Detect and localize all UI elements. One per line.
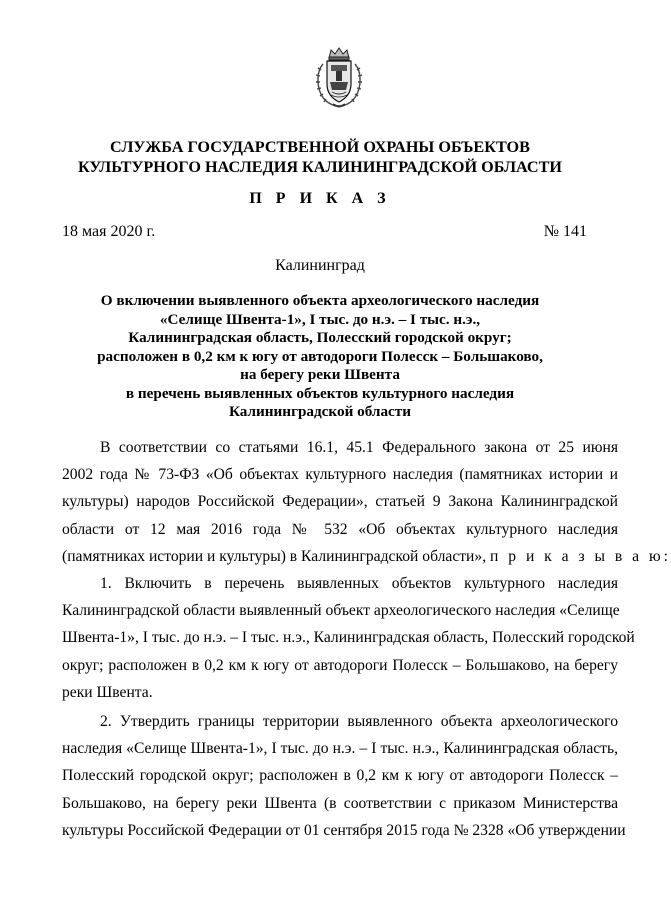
item1-line: округ; расположен в 0,2 км к югу от автодороги Полесск – Большаково, на берегу bbox=[62, 656, 618, 674]
document-type: П Р И К А З bbox=[249, 190, 391, 207]
organization-name bbox=[0, 137, 640, 177]
order-title-line: расположен в 0,2 км к югу от автодороги Полесск – Большаково, bbox=[97, 347, 543, 365]
item1-line: реки Швента. bbox=[62, 683, 153, 701]
item2-line: Полесский городской округ; расположен в 0,2 км к югу от автодороги Полесск – bbox=[62, 767, 618, 785]
order-title-line: «Селище Швента-1», I тыс. до н.э. – I тыс. н.э., bbox=[159, 310, 481, 328]
preamble-line: области от 12 мая 2016 года № 532 «Об объектах культурного наследия bbox=[62, 520, 618, 538]
coat-of-arms-emblem bbox=[313, 46, 365, 110]
item2-line: 2. Утвердить границы территории выявленного объекта археологического bbox=[100, 713, 618, 731]
decree-word: п р и к а з ы в а ю: bbox=[490, 547, 671, 565]
preamble-line: культуры) народов Российской Федерации», статьей 9 Закона Калининградской bbox=[62, 493, 618, 511]
order-title-line: Калининградской области bbox=[229, 403, 411, 420]
preamble-line: В соответствии со статьями 16.1, 45.1 Федерального закона от 25 июня bbox=[100, 439, 618, 456]
order-title-line: в перечень выявленных объектов культурного наследия bbox=[125, 384, 515, 402]
item1-line: Калининградской области выявленный объект археологического наследия «Селище bbox=[62, 602, 620, 620]
preamble-last-line bbox=[62, 543, 671, 570]
item2-line: культуры Российской Федерации от 01 сентября 2015 года № 2328 «Об утверждении bbox=[62, 821, 626, 839]
preamble-line: 2002 года № 73-ФЗ «Об объектах культурного наследия (памятниках истории и bbox=[62, 466, 618, 484]
item2-line: Большаково, на берегу реки Швента (в соответствии с приказом Министерства bbox=[62, 794, 618, 812]
preamble-line: (памятниках истории и культуры) в Калининградской области», bbox=[62, 547, 490, 565]
item2-line: наследия «Селище Швента-1», I тыс. до н.э. – I тыс. н.э., Калининградская область, bbox=[62, 740, 618, 758]
order-title-line: Калининградская область, Полесский городской округ; bbox=[128, 329, 512, 346]
item1-line: 1. Включить в перечень выявленных объектов культурного наследия bbox=[100, 575, 618, 593]
order-date: 18 мая 2020 г. bbox=[62, 223, 156, 240]
item1-line: Швента-1», I тыс. до н.э. – I тыс. н.э., Калининградская область, Полесский городской bbox=[62, 629, 635, 647]
order-number: № 141 bbox=[543, 223, 587, 240]
org-name-line: КУЛЬТУРНОГО НАСЛЕДИЯ КАЛИНИНГРАДСКОЙ ОБЛАСТИ bbox=[77, 158, 563, 176]
org-name-line: СЛУЖБА ГОСУДАРСТВЕННОЙ ОХРАНЫ ОБЪЕКТОВ bbox=[110, 138, 530, 156]
order-title-line: О включении выявленного объекта археологического наследия bbox=[100, 292, 540, 309]
order-title bbox=[0, 292, 640, 422]
order-body bbox=[62, 434, 671, 844]
order-title-line: на берегу реки Швента bbox=[240, 366, 400, 383]
city: Калининград bbox=[275, 257, 365, 274]
